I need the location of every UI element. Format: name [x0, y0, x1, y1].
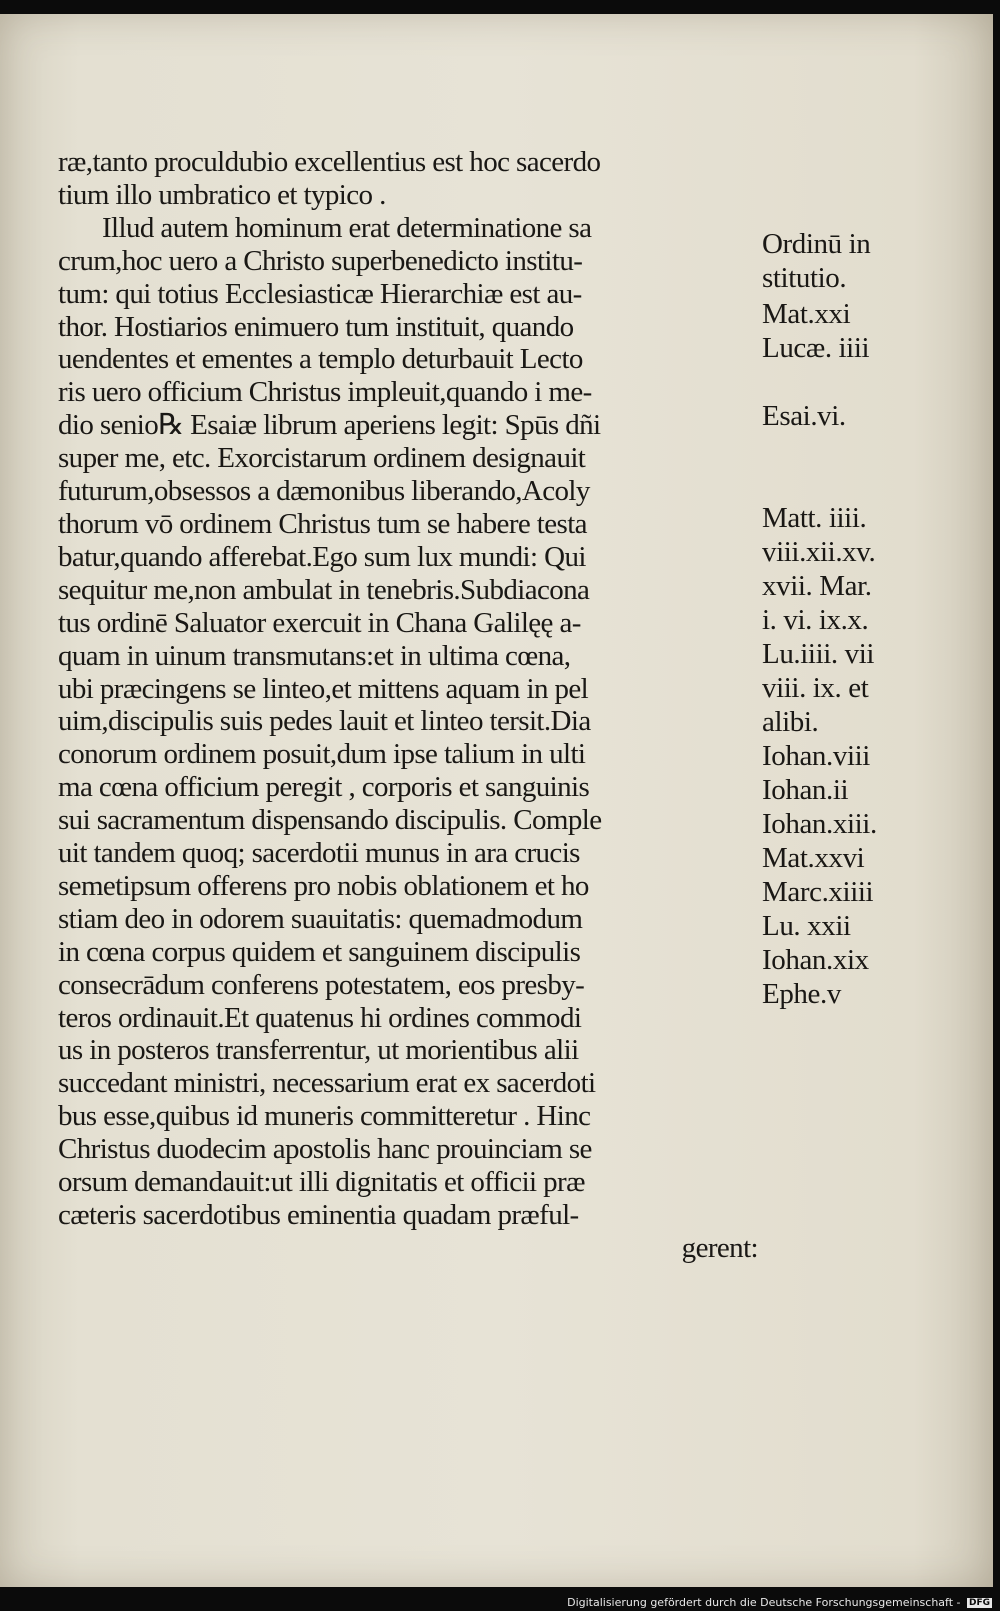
text-line: stiam deo in odorem suauitatis: quemadmodum	[58, 902, 583, 935]
text-line: consecrādum conferens potestatem, eos presby-	[58, 968, 585, 1001]
margin-note: Iohan.ii	[762, 774, 849, 806]
text-line: futurum,obsessos a dæmonibus liberando,Acoly	[58, 475, 590, 508]
margin-note: Lucæ. iiii	[762, 332, 870, 364]
text-line: quam in uinum transmutans:et in ultima cœna,	[58, 639, 571, 672]
text-line: teros ordinauit.Et quatenus hi ordines commodi	[58, 1001, 582, 1034]
catchword: gerent:	[681, 1231, 758, 1264]
margin-note: viii. ix. et	[762, 672, 869, 704]
margin-note: Iohan.viii	[762, 740, 870, 772]
text-line: thorum vō ordinem Christus tum se habere testa	[58, 507, 587, 540]
text-line: dio senio℞ Esaiæ librum aperiens legit: Spūs dñi	[58, 409, 601, 442]
text-line: in cœna corpus quidem et sanguinem discipulis	[58, 935, 581, 968]
margin-note: Matt. iiii.	[762, 502, 867, 534]
text-line: conorum ordinem posuit,dum ipse talium in ulti	[58, 738, 586, 771]
margin-note: Lu. xxii	[762, 910, 851, 942]
dfg-logo-icon: DFG	[968, 1598, 990, 1608]
text-line: uim,discipulis suis pedes lauit et linteo tersit.Dia	[58, 705, 591, 738]
margin-note: i. vi. ix.x.	[762, 604, 869, 636]
text-line: ris uero officium Christus impleuit,quando i me-	[58, 376, 592, 409]
text-line: semetipsum offerens pro nobis oblationem et ho	[58, 869, 589, 902]
text-line: ubi præcingens se linteo,et mittens aquam in pel	[58, 672, 589, 705]
margin-note: Iohan.xiii.	[762, 808, 877, 840]
margin-note: xvii. Mar.	[762, 570, 872, 602]
text-line: us in posteros transferrentur, ut morientibus alii	[58, 1034, 579, 1067]
margin-note: stitutio.	[762, 262, 847, 294]
credit-text: Digitalisierung gefördert durch die Deutsche Forschungsgemeinschaft -	[567, 1596, 961, 1609]
text-line: batur,quando afferebat.Ego sum lux mundi: Qui	[58, 540, 586, 573]
text-line: uit tandem quoq; sacerdotii munus in ara crucis	[58, 837, 580, 870]
text-line: Illud autem hominum erat determinatione sa	[102, 211, 592, 244]
book-page	[0, 14, 993, 1587]
text-line: sequitur me,non ambulat in tenebris.Subdiacona	[58, 573, 590, 606]
margin-note: Esai.vi.	[762, 400, 846, 432]
margin-note: Ephe.v	[762, 978, 841, 1010]
margin-note: Lu.iiii. vii	[762, 638, 875, 670]
margin-note: Mat.xxi	[762, 298, 851, 330]
text-line: thor. Hostiarios enimuero tum instituit, quando	[58, 310, 574, 343]
margin-note: alibi.	[762, 706, 819, 738]
main-text-block	[58, 146, 758, 1265]
text-line: super me, etc. Exorcistarum ordinem designauit	[58, 442, 586, 475]
text-line: sui sacramentum dispensando discipulis. Comple	[58, 804, 602, 837]
text-line: crum,hoc uero a Christo superbenedicto institu-	[58, 244, 583, 277]
margin-note: viii.xii.xv.	[762, 536, 876, 568]
text-line: tus ordinē Saluator exercuit in Chana Galilęę a-	[58, 606, 581, 639]
text-line: bus esse,quibus id muneris committeretur . Hinc	[58, 1100, 591, 1133]
margin-note: Mat.xxvi	[762, 842, 865, 874]
text-line: cæteris sacerdotibus eminentia quadam præful-	[58, 1199, 579, 1231]
text-line: succedant ministri, necessarium erat ex sacerdoti	[58, 1067, 596, 1100]
text-line: uendentes et ementes a templo deturbauit Lecto	[58, 343, 583, 376]
margin-note: Ordinū in	[762, 228, 871, 260]
text-line: tum: qui totius Ecclesiasticæ Hierarchiæ est au-	[58, 277, 582, 310]
text-line: ræ,tanto proculdubio excellentius est hoc sacerdo	[58, 146, 601, 178]
text-line: Christus duodecim apostolis hanc prouinciam se	[58, 1133, 592, 1166]
margin-note: Marc.xiiii	[762, 876, 874, 908]
digitization-credit	[567, 1596, 992, 1609]
text-line: ma cœna officium peregit , corporis et sanguinis	[58, 771, 590, 804]
text-line: tium illo umbratico et typico .	[58, 178, 386, 211]
margin-note: Iohan.xix	[762, 944, 869, 976]
text-line: orsum demandauit:ut illi dignitatis et officii præ	[58, 1166, 585, 1199]
